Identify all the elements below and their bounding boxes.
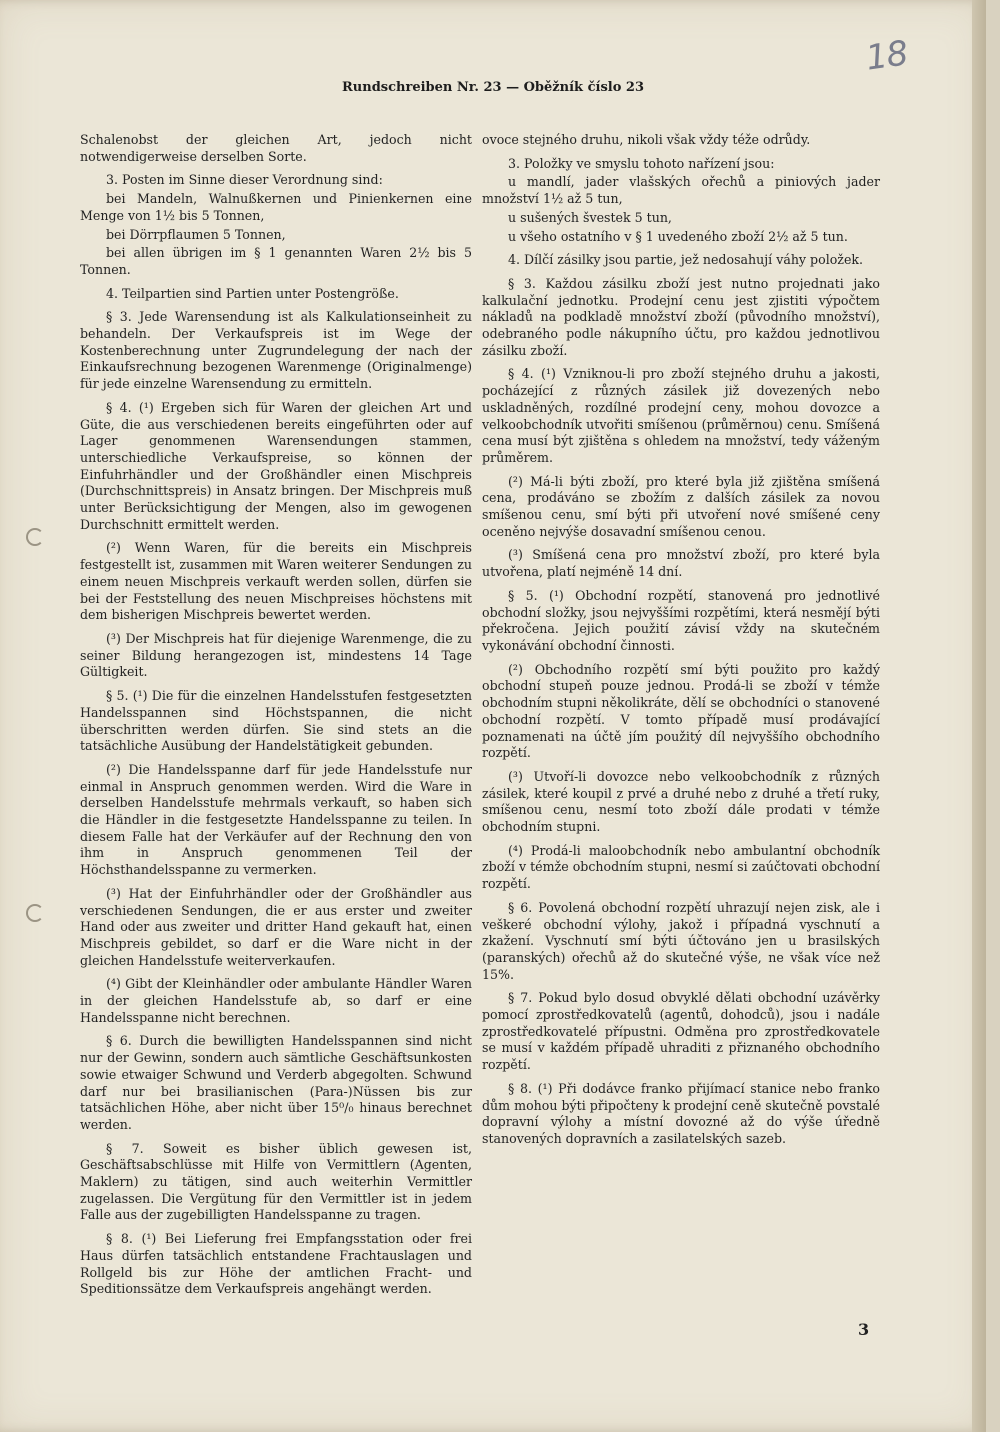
paragraph: (⁴) Gibt der Kleinhändler oder ambulante Händler Waren in der gleichen Handelsstufe ab, so darf er eine Handelsspanne nicht berechnen.	[80, 976, 472, 1025]
paragraph: Schalenobst der gleichen Art, jedoch nicht notwendigerweise derselben Sorte.	[80, 132, 472, 164]
paragraph: § 3. Jede Warensendung ist als Kalkulationseinheit zu behandeln. Der Verkaufspreis ist im Wege der Kostenberechnung unter Zugrundelegung der nach der Einkaufsrechnung bezogenen Warenmenge (Originalmenge) für jede einzelne Warensendung zu ermitteln.	[80, 309, 472, 392]
paragraph: (⁴) Prodá-li maloobchodník nebo ambulantní obchodník zboží v témže obchodním stupni, nesmí si zaúčtovati obchodní rozpětí.	[482, 842, 880, 892]
paragraph: § 5. (¹) Die für die einzelnen Handelsstufen festgesetzten Handelsspannen sind Höchstspannen, die nicht überschritten werden dürfen. Sie sind stets an die tatsächliche Ausübung der Handelstätigkeit gebunden.	[80, 688, 472, 754]
paragraph: (³) Smíšená cena pro množství zboží, pro které byla utvořena, platí nejméně 14 dní.	[482, 547, 880, 580]
paragraph: bei Mandeln, Walnußkernen und Pinienkernen eine Menge von 1½ bis 5 Tonnen,	[80, 191, 472, 223]
paragraph: (³) Utvoří-li dovozce nebo velkoobchodník z různých zásilek, které koupil z prvé a druhé nebo z druhé a třetí ruky, smíšenou cenu, nesmí toto zboží dále prodati v témže obchodním stupni.	[482, 768, 880, 835]
paragraph: (³) Der Mischpreis hat für diejenige Warenmenge, die zu seiner Bildung herangezogen ist, mindestens 14 Tage Gültigkeit.	[80, 630, 472, 680]
page-header: Rundschreiben Nr. 23 — Oběžník číslo 23	[341, 80, 644, 95]
paragraph: u mandlí, jader vlašských ořechů a piniových jader množství 1½ až 5 tun,	[482, 174, 880, 207]
paragraph: bei Dörrpflaumen 5 Tonnen,	[106, 226, 286, 242]
paragraph: u sušených švestek 5 tun,	[508, 209, 672, 225]
paragraph: § 6. Durch die bewilligten Handelsspannen sind nicht nur der Gewinn, sondern auch sämtliche Geschäftsunkosten sowie etwaiger Schwund und Verderb abgegolten. Schwund darf nur bei brasilianischen (Para-)Nüssen bis zur tatsächlichen Höhe, aber nicht über 15⁰/₀ hinaus berechnet werden.	[80, 1033, 472, 1132]
paragraph: § 7. Soweit es bisher üblich gewesen ist, Geschäftsabschlüsse mit Hilfe von Vermittlern (Agenten, Maklern) zu tätigen, sind auch weiterhin Vermittler zugelassen. Die Vergütung für den Vermittler ist in jedem Falle aus der zugebilligten Handelsspanne zu tragen.	[80, 1140, 472, 1223]
punch-hole-bottom	[26, 904, 44, 922]
paragraph: § 5. (¹) Obchodní rozpětí, stanovená pro jednotlivé obchodní složky, jsou nejvyššími rozpětími, která nesmějí býti překročena. Jejich použití závisí vždy na skutečném vykonávání obchodní činnosti.	[482, 587, 880, 653]
page-edge	[972, 0, 986, 1432]
paragraph: 3. Položky ve smyslu tohoto nařízení jsou:	[508, 155, 775, 171]
page-number: 3	[858, 1320, 870, 1339]
paragraph: 3. Posten im Sinne dieser Verordnung sind:	[106, 172, 383, 188]
paragraph: (²) Die Handelsspanne darf für jede Handelsstufe nur einmal in Anspruch genommen werden. Wird die Ware in derselben Handelsstufe mehrmals verkauft, so haben sich die Händler in die festgesetzte Handelsspanne zu teilen. In diesem Falle hat der Verkäufer auf der Rechnung den von ihm in Anspruch genommenen Teil der Höchsthandelsspanne zu vermerken.	[80, 761, 472, 878]
punch-hole-top	[26, 528, 44, 546]
paragraph: (³) Hat der Einfuhrhändler oder der Großhändler aus verschiedenen Sendungen, die er aus erster und zweiter Hand oder aus zweiter und dritter Hand gekauft hat, einen Mischpreis gebildet, so darf er die Ware nicht in der gleichen Handelsstufe weiterverkaufen.	[80, 885, 472, 968]
paragraph: ovoce stejného druhu, nikoli však vždy téže odrůdy.	[482, 132, 811, 147]
paragraph: § 6. Povolená obchodní rozpětí uhrazují nejen zisk, ale i veškeré obchodní výlohy, jakož i případná vyschnutí a zkažení. Vyschnutí smí býti účtováno jen u brasilských (paranských) ořechů až do skutečné výše, ne však více než 15%.	[482, 899, 880, 982]
paragraph: bei allen übrigen im § 1 genannten Waren 2½ bis 5 Tonnen.	[80, 245, 472, 277]
paragraph: § 4. (¹) Vzniknou-li pro zboží stejného druhu a jakosti, pocházející z různých zásilek již dovezených nebo uskladněných, rozdílné prodejní ceny, mohou dovozce a velkoobchodník utvořiti smíšenou (průměrnou) cenu. Smíšená cena musí být zjištěna s ohledem na množství, tedy váženým průměrem.	[482, 366, 880, 465]
paragraph: § 3. Každou zásilku zboží jest nutno projednati jako kalkulační jednotku. Prodejní cenu jest zjistiti výpočtem nákladů na podkladě množství zboží (původního množství), odebraného podle nákupního účtu, pro každou jednotlivou zásilku zboží.	[482, 275, 880, 358]
paragraph: 4. Dílčí zásilky jsou partie, jež nedosahují váhy položek.	[508, 252, 864, 268]
paragraph: (²) Má-li býti zboží, pro které byla již zjištěna smíšená cena, prodáváno se zbožím z dalších zásilek za novou smíšenou cenu, smí býti při utvoření nové smíšené ceny oceněno nejvýše dosavadní smíšenou cenou.	[482, 473, 880, 539]
paragraph: (²) Obchodního rozpětí smí býti použito pro každý obchodní stupeň pouze jednou. Prodá-li se zboží v témže obchodním stupni několikráte, dělí se obchodníci o stanovené obchodní rozpětí. V tomto případě musí prodávající poznamenati na účtě jím použitý díl nejvyššího obchodního rozpětí.	[482, 661, 880, 761]
paragraph: (²) Wenn Waren, für die bereits ein Mischpreis festgestellt ist, zusammen mit Waren weiterer Sendungen zu einem neuen Mischpreis verkauft werden sollen, dürfen sie bei der Feststellung des neuen Mischpreises höchstens mit dem bisherigen Mischpreis bewertet werden.	[80, 540, 472, 623]
paragraph: 4. Teilpartien sind Partien unter Postengröße.	[106, 285, 399, 301]
paragraph: § 7. Pokud bylo dosud obvyklé dělati obchodní uzávěrky pomocí zprostředkovatelů (agentů, dohodců), jsou i nadále zprostředkovatelé přípustni. Odměna pro zprostředkovatele se musí v každém případě uhraditi z přiznaného obchodního rozpětí.	[482, 990, 880, 1073]
paragraph: § 8. (¹) Při dodávce franko přijímací stanice nebo franko dům mohou býti připočteny k prodejní ceně skutečně povstalé dopravní výlohy a místní dovozné až do výše úředně stanovených dopravních a zasilatelských sazeb.	[482, 1080, 880, 1146]
paragraph: u všeho ostatního v § 1 uvedeného zboží 2½ až 5 tun.	[508, 228, 848, 244]
german-text-column	[80, 132, 472, 1305]
paragraph: § 4. (¹) Ergeben sich für Waren der gleichen Art und Güte, die aus verschiedenen bereits eingeführten oder auf Lager genommenen Warensendungen stammen, unterschiedliche Verkaufspreise, so können der Einfuhrhändler und der Großhändler einen Mischpreis (Durchschnittspreis) in Ansatz bringen. Der Mischpreis muß unter Berücksichtigung der Mengen, also im gewogenen Durchschnitt ermittelt werden.	[80, 399, 472, 532]
handwritten-folio-number: 18	[863, 33, 910, 79]
czech-text-column	[482, 132, 880, 1155]
paragraph: § 8. (¹) Bei Lieferung frei Empfangsstation oder frei Haus dürfen tatsächlich entstandene Frachtauslagen und Rollgeld bis zur Höhe der amtlichen Fracht- und Speditionssätze dem Verkaufspreis angehängt werden.	[80, 1231, 472, 1297]
